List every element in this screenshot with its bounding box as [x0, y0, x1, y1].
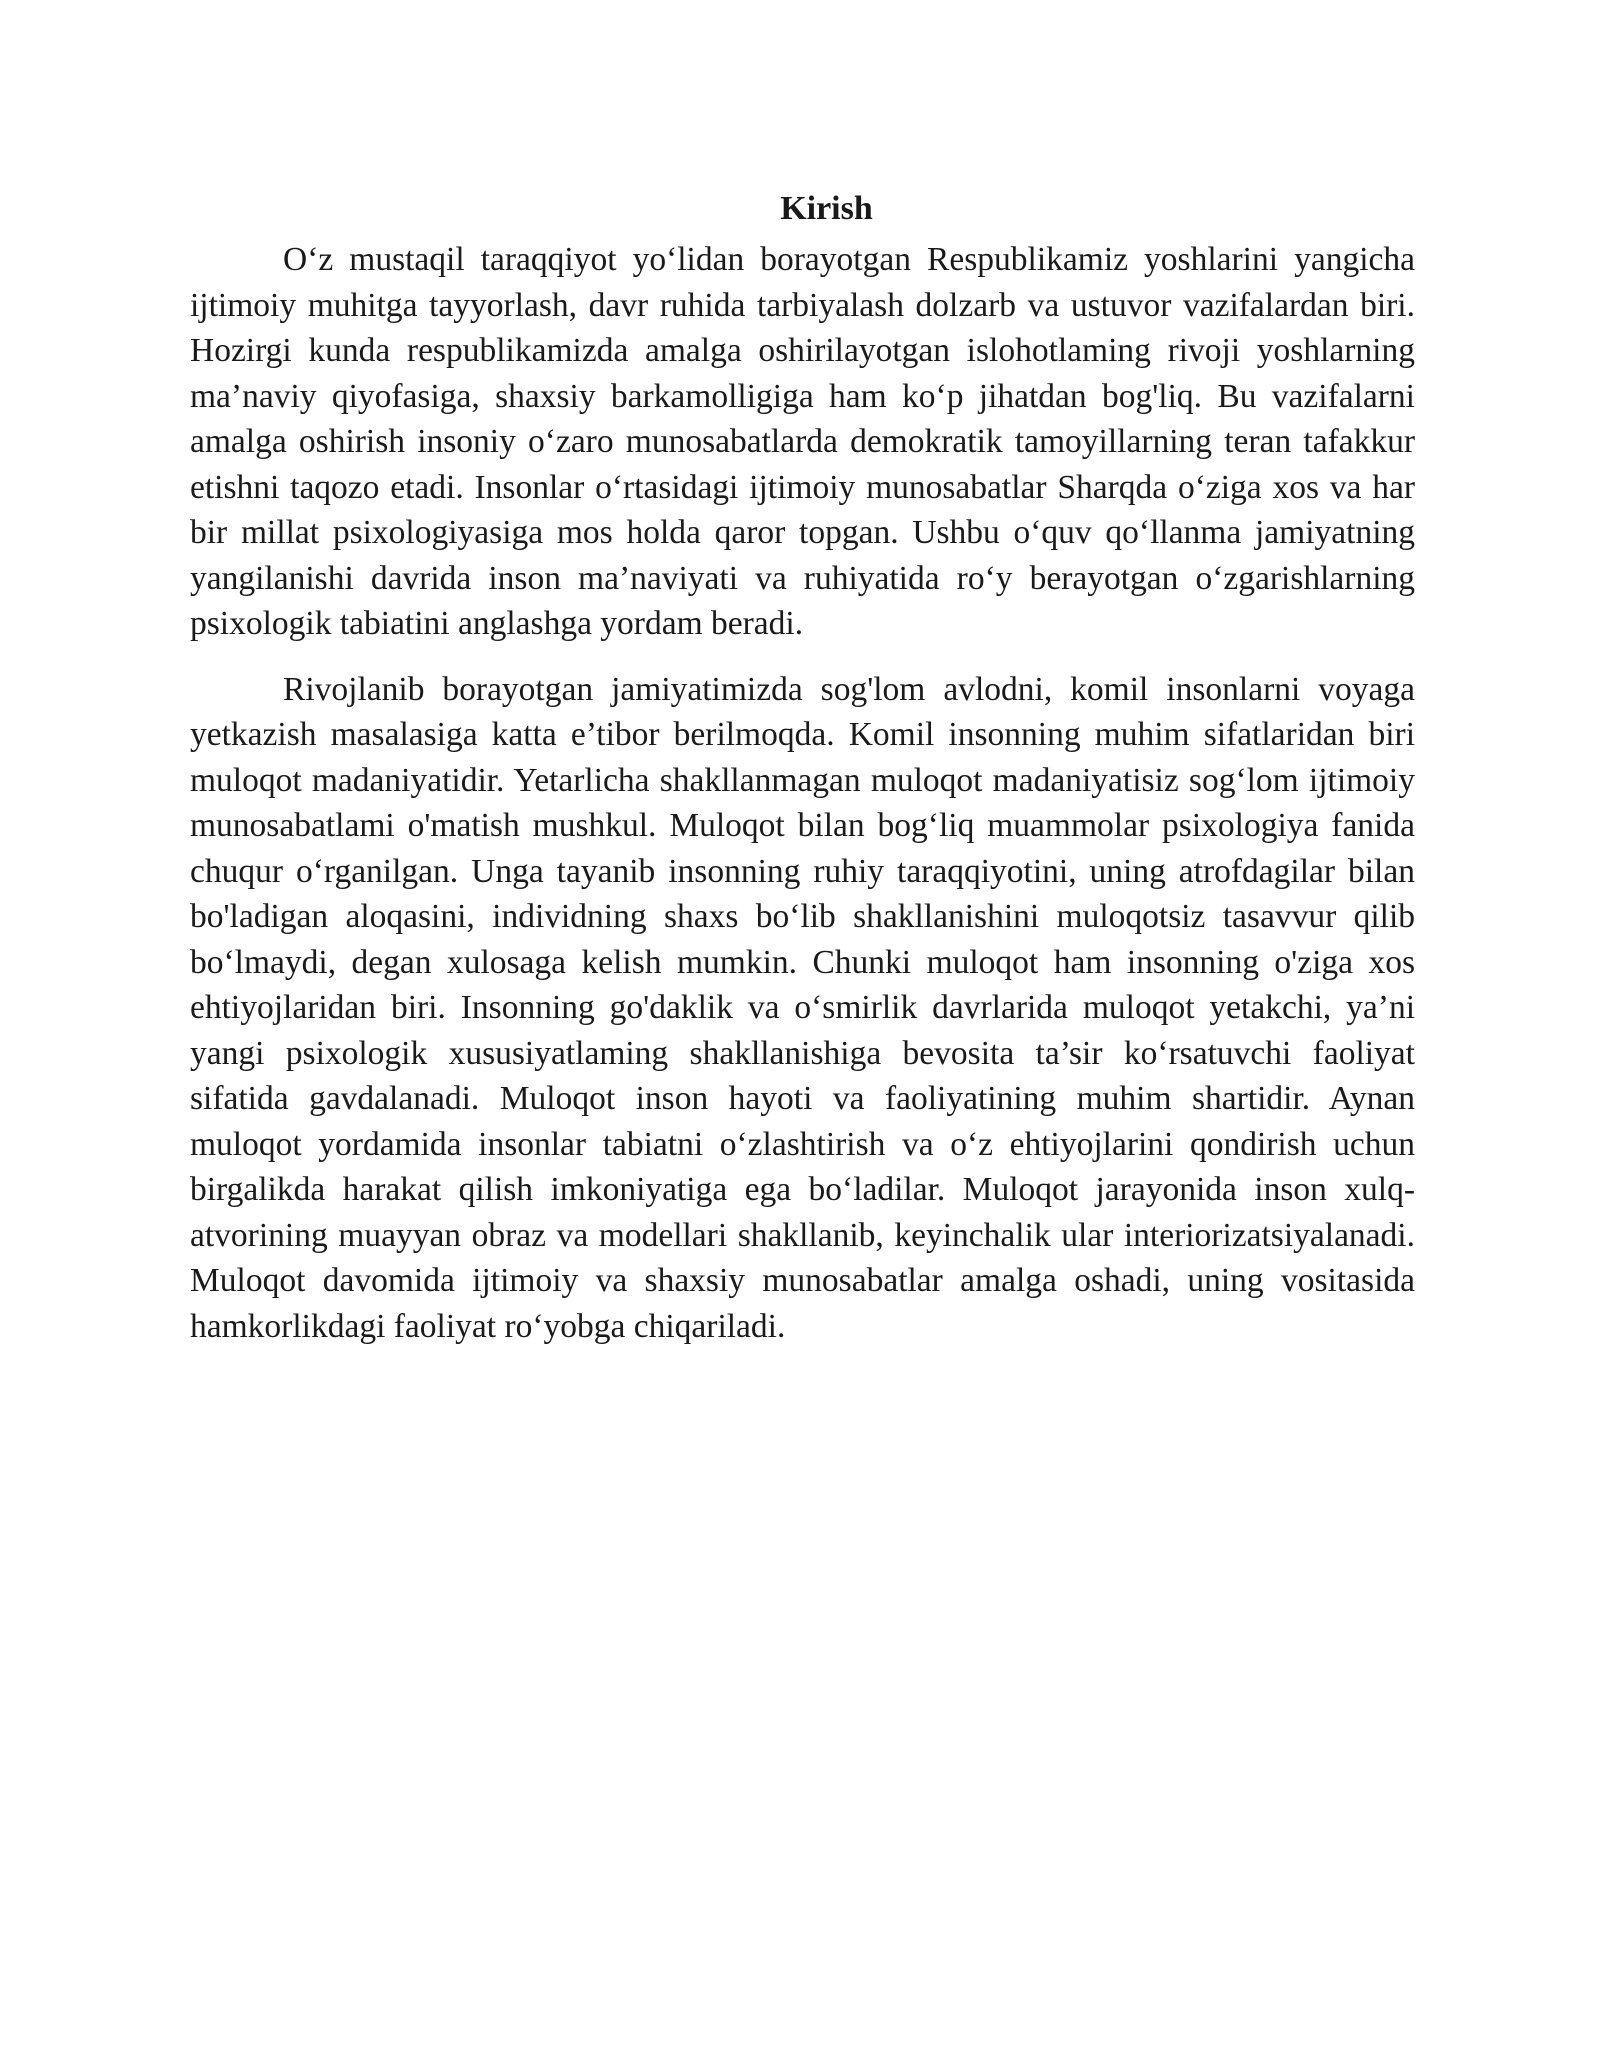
document-body — [190, 186, 1415, 1349]
paragraph-1: O‘z mustaqil taraqqiyot yo‘lidan borayotgan Respublikamiz yoshlarini yangicha ijtimoiy muhitga tayyorlash, davr ruhida tarbiyalash dolzarb va ustuvor vazifalardan biri. Hozirgi kunda respublikamizda amalga oshirilayotgan islohotlaming rivoji yoshlarning ma’naviy qiyofasiga, shaxsiy barkamolligiga ham ko‘p jihatdan bog'liq. Bu vazifalarni amalga oshirish insoniy o‘zaro munosabatlarda demokratik tamoyillarning teran tafakkur etishni taqozo etadi. Insonlar o‘rtasidagi ijtimoiy munosabatlar Sharqda o‘ziga xos va har bir millat psixologiyasiga mos holda qaror topgan. Ushbu o‘quv qo‘llanma jamiyatning yangilanishi davrida inson ma’naviyati va ruhiyatida ro‘y berayotgan o‘zgarishlarning psixologik tabiatini anglashga yordam beradi. — [190, 241, 1415, 642]
paragraph-2: Rivojlanib borayotgan jamiyatimizda sog'lom avlodni, komil insonlarni voyaga yetkazish masalasiga katta e’tibor berilmoqda. Komil insonning muhim sifatlaridan biri muloqot madaniyatidir. Yetarlicha shakllanmagan muloqot madaniyatisiz sog‘lom ijtimoiy munosabatlami o'matish mushkul. Muloqot bilan bog‘liq muammolar psixologiya fanida chuqur o‘rganilgan. Unga tayanib insonning ruhiy taraqqiyotini, uning atrofdagilar bilan bo'ladigan aloqasini, individning shaxs bo‘lib shakllanishini muloqotsiz tasavvur qilib bo‘lmaydi, degan xulosaga kelish mumkin. Chunki muloqot ham insonning o'ziga xos ehtiyojlaridan biri. Insonning go'daklik va o‘smirlik davrlarida muloqot yetakchi, ya’ni yangi psixologik xususiyatlaming shakllanishiga bevosita ta’sir ko‘rsatuvchi faoliyat sifatida gavdalanadi. Muloqot inson hayoti va faoliyatining muhim shartidir. Aynan muloqot yordamida insonlar tabiatni o‘zlashtirish va o‘z ehtiyojlarini qondirish uchun birgalikda harakat qilish imkoniyatiga ega bo‘ladilar. Muloqot jarayonida inson xulq-atvorining muayyan obraz va modellari shakllanib, keyinchalik ular interiorizatsiyalanadi. Muloqot davomida ijtimoiy va shaxsiy munosabatlar amalga oshadi, uning vositasida hamkorlikdagi faoliyat ro‘yobga chiqariladi. — [190, 670, 1415, 1345]
page-title: Kirish — [780, 190, 873, 227]
